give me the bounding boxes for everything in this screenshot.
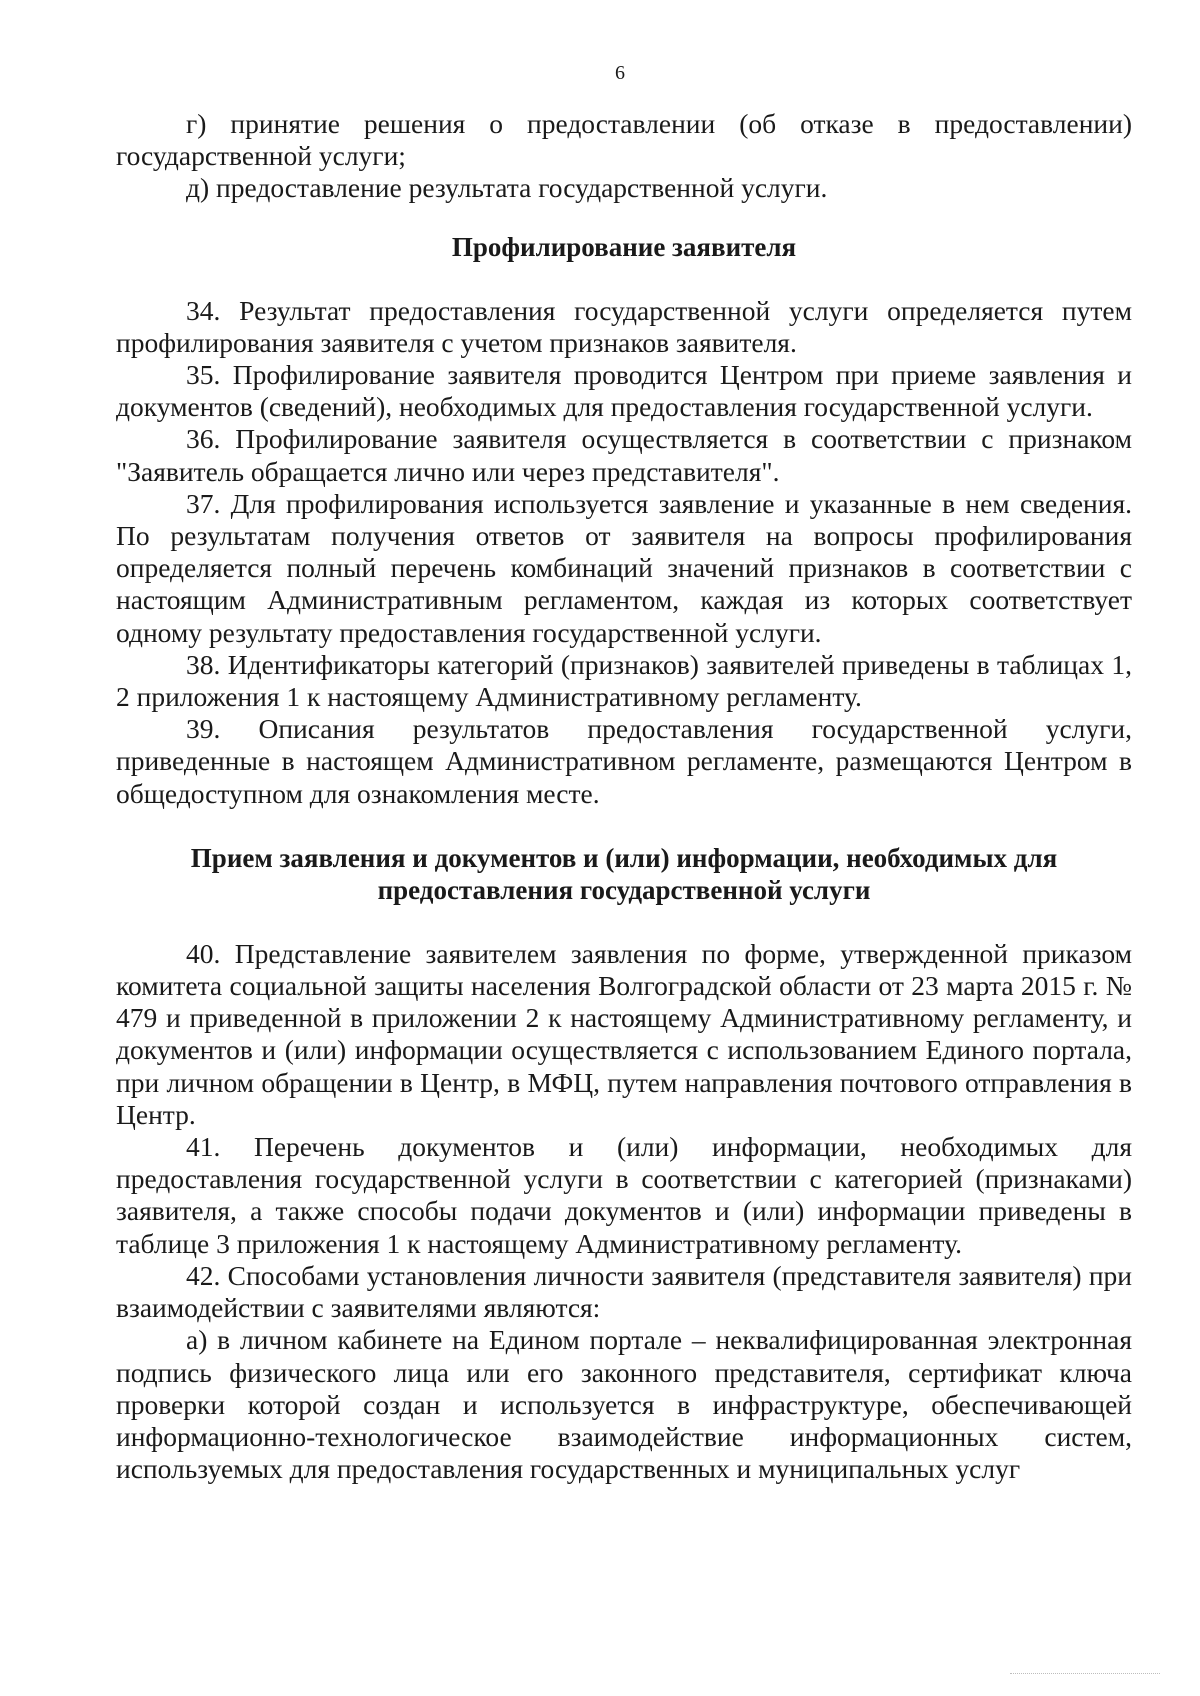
section-heading-application-intake: Прием заявления и документов и (или) информации, необходимых для предоставления государственной услуги xyxy=(190,842,1058,905)
paragraph-42: 42. Способами установления личности заявителя (представителя заявителя) при взаимодействии с заявителями являются: xyxy=(116,1259,1132,1324)
paragraph-35: 35. Профилирование заявителя проводится Центром при приеме заявления и документов (сведений), необходимых для предоставления государственной услуги. xyxy=(116,359,1132,423)
paragraph-g: г) принятие решения о предоставлении (об отказе в предоставлении) государственной услуги; xyxy=(116,108,1132,172)
document-body xyxy=(116,108,1132,1485)
paragraph-37: 37. Для профилирования используется заявление и указанные в нем сведения. По результатам получения ответов от заявителя на вопросы профилирования определяется полный перечень комбинаций значений признаков в соответствии с настоящим Административным регламентом, каждая из которых соответствует одному результату предоставления государственной услуги. xyxy=(116,487,1132,648)
paragraph-42-a: а) в личном кабинете на Едином портале – неквалифицированная электронная подпись физического лица или его законного представителя, сертификат ключа проверки которой создан и используется в инфраструктуре, обеспечивающей информационно-технологическое взаимодействие информационных систем, используемых для предоставления государственных и муниципальных услуг xyxy=(116,1324,1132,1485)
paragraph-38: 38. Идентификаторы категорий (признаков) заявителей приведены в таблицах 1, 2 приложения 1 к настоящему Административному регламенту. xyxy=(116,648,1132,713)
scan-artifact-mark xyxy=(1010,1673,1160,1676)
section-heading-profiling: Профилирование заявителя xyxy=(451,231,797,262)
paragraph-36: 36. Профилирование заявителя осуществляется в соответствии с признаком "Заявитель обращается лично или через представителя". xyxy=(116,423,1132,487)
page-number: 6 xyxy=(615,62,625,84)
paragraph-34: 34. Результат предоставления государственной услуги определяется путем профилирования заявителя с учетом признаков заявителя. xyxy=(116,294,1132,358)
paragraph-41: 41. Перечень документов и (или) информации, необходимых для предоставления государственной услуги в соответствии с категорией (признаками) заявителя, а также способы подачи документов и (или) информации приведены в таблице 3 приложения 1 к настоящему Административному регламенту. xyxy=(116,1131,1132,1259)
paragraph-d: д) предоставление результата государственной услуги. xyxy=(186,172,828,204)
paragraph-39: 39. Описания результатов предоставления государственной услуги, приведенные в настоящем Административном регламенте, размещаются Центром в общедоступном для ознакомления месте. xyxy=(116,713,1132,809)
paragraph-40: 40. Представление заявителем заявления по форме, утвержденной приказом комитета социальной защиты населения Волгоградской области от 23 марта 2015 г. № 479 и приведенной в приложении 2 к настоящему Административному регламенту, и документов и (или) информации осуществляется с использованием Единого портала, при личном обращении в Центр, в МФЦ, путем направления почтового отправления в Центр. xyxy=(116,937,1132,1130)
